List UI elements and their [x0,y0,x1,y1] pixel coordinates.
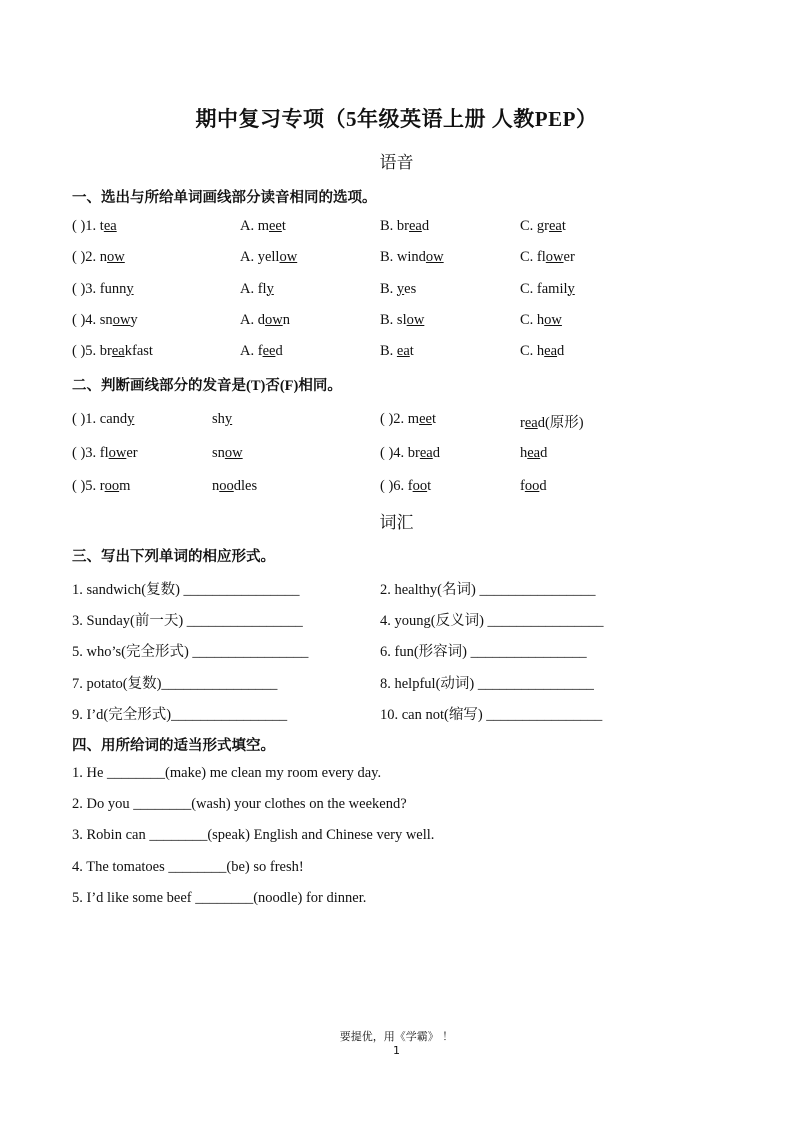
fill-blank-line: 3. Robin can ________(speak) English and Chinese very well. [72,827,435,844]
word-form-item: 7. potato(复数)________________ [72,675,278,692]
question-word: ( )4. snowy [72,311,138,328]
fill-blank-line: 1. He ________(make) me clean my room every day. [72,765,382,781]
fill-blank-line: 5. I’d like some beef ________(noodle) for dinner. [72,889,367,906]
judge-word-left: ( )3. flower [72,444,138,461]
word-form-item: 8. helpful(动词) ________________ [380,675,594,692]
compare-word-right: food [520,478,547,494]
option-a: A. fly [240,280,274,297]
option-a: A. yellow [240,249,298,266]
option-c: C. how [520,311,562,328]
option-a: A. meet [240,218,286,234]
option-b: B. window [380,249,444,266]
question-word: ( )3. funny [72,280,134,297]
category-phonics: 语音 [379,153,414,172]
compare-word-left: snow [212,444,243,461]
option-b: B. bread [380,218,430,234]
option-a: A. down [240,311,290,328]
fill-blank-line: 4. The tomatoes ________(be) so fresh! [72,858,304,875]
word-form-item: 4. young(反义词) ________________ [380,613,604,630]
option-c: C. great [520,218,566,234]
question-word: ( )2. now [72,249,125,266]
section-1-heading: 一、选出与所给单词画线部分读音相同的选项。 [72,190,377,206]
section-4-heading: 四、用所给词的适当形式填空。 [72,738,275,754]
compare-word-left: shy [212,411,233,427]
option-c: C. head [520,343,565,360]
section-3-heading: 三、写出下列单词的相应形式。 [72,549,275,565]
option-b: B. slow [380,311,425,328]
section-2-heading: 二、判断画线部分的发音是(T)否(F)相同。 [72,378,342,394]
footer-text: 要提优，用《学霸》 ！ [339,1030,454,1043]
judge-word-left: ( )1. candy [72,411,135,427]
option-b: B. yes [380,280,417,297]
fill-blank-line: 2. Do you ________(wash) your clothes on the weekend? [72,796,407,813]
word-form-item: 10. can not(缩写) ________________ [380,706,603,723]
compare-word-right: head [520,444,548,461]
compare-word-left: noodles [212,478,258,494]
judge-word-right: ( )6. foot [380,478,432,494]
word-form-item: 1. sandwich(复数) ________________ [72,582,300,598]
option-c: C. family [520,280,575,297]
page-title: 期中复习专项（5年级英语上册 人教PEP） [195,107,598,131]
word-form-item: 9. I’d(完全形式)________________ [72,706,288,723]
option-b: B. eat [380,343,414,360]
compare-word-right: read(原形) [520,415,584,431]
judge-word-right: ( )2. meet [380,411,436,427]
word-form-item: 6. fun(形容词) ________________ [380,644,587,661]
page-number: 1 [393,1044,400,1057]
judge-word-right: ( )4. bread [380,444,440,461]
option-a: A. feed [240,343,283,360]
judge-word-left: ( )5. room [72,478,131,494]
option-c: C. flower [520,249,575,266]
word-form-item: 2. healthy(名词) ________________ [380,582,596,598]
question-word: ( )5. breakfast [72,343,153,360]
word-form-item: 5. who’s(完全形式) ________________ [72,644,309,661]
category-vocabulary: 词汇 [379,513,414,532]
question-word: ( )1. tea [72,218,117,234]
word-form-item: 3. Sunday(前一天) ________________ [72,613,303,630]
